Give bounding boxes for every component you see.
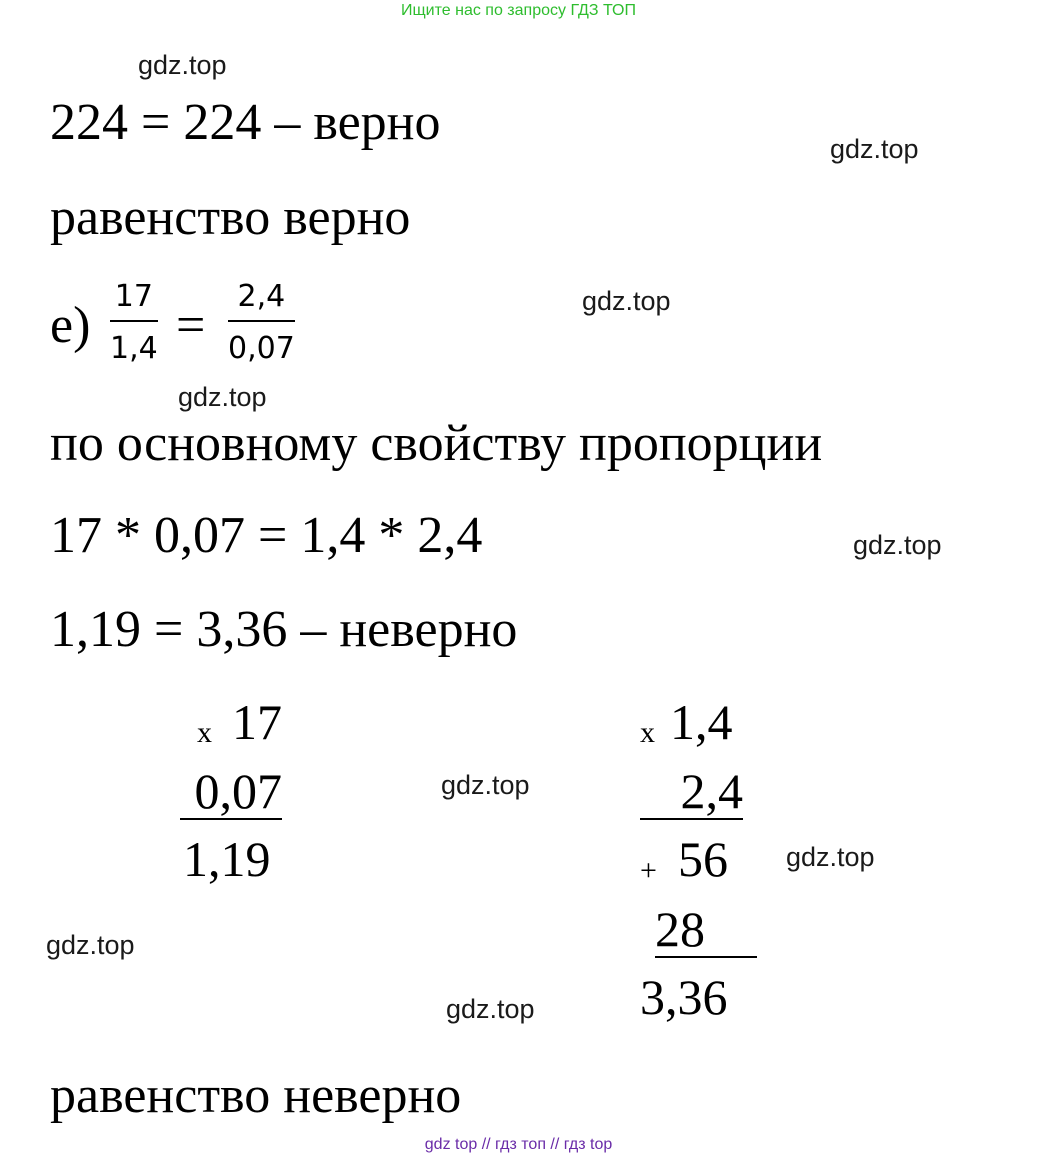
watermark: gdz.top <box>830 134 919 164</box>
calc-left-factor-a: 17 <box>232 694 282 750</box>
calc-left-factor-b: 0,07 <box>180 766 282 820</box>
calc-right-factor-b: 2,4 <box>640 766 743 820</box>
watermark: gdz.top <box>178 382 267 412</box>
plus-sign: + <box>640 854 657 887</box>
calc-right-partial-1: 56 <box>678 831 728 887</box>
watermark: gdz.top <box>853 530 942 560</box>
watermark: gdz.top <box>582 286 671 316</box>
watermark: gdz.top <box>441 770 530 800</box>
fraction-right <box>228 279 295 366</box>
multiply-sign: x <box>197 716 212 749</box>
footer-watermark: gdz top // гдз топ // гдз top <box>424 1136 613 1153</box>
fraction-left-denominator: 1,4 <box>110 331 158 366</box>
multiply-sign: x <box>640 716 655 749</box>
conclusion-line-2: равенство неверно <box>50 1067 462 1124</box>
calc-right-result: 3,36 <box>640 969 728 1025</box>
fraction-left <box>110 279 158 366</box>
calc-right-factor-a: 1,4 <box>670 694 733 750</box>
property-line: по основному свойству пропорции <box>50 415 823 472</box>
equals-sign: = <box>176 297 206 354</box>
equation-line-1: 224 = 224 – верно <box>50 94 441 151</box>
fraction-right-denominator: 0,07 <box>228 331 295 366</box>
part-label: е) <box>50 297 91 354</box>
equation-line-3: 1,19 = 3,36 – неверно <box>50 601 518 658</box>
fraction-right-numerator: 2,4 <box>237 279 286 314</box>
calc-left-result: 1,19 <box>183 831 271 887</box>
calc-right-partial-2: 28 <box>655 904 757 958</box>
equation-line-2: 17 * 0,07 = 1,4 * 2,4 <box>50 507 483 564</box>
fraction-left-numerator: 17 <box>114 279 153 314</box>
watermark: gdz.top <box>138 50 227 80</box>
conclusion-line-1: равенство верно <box>50 189 411 246</box>
watermark: gdz.top <box>46 930 135 960</box>
watermark: gdz.top <box>786 842 875 872</box>
watermark: gdz.top <box>446 994 535 1024</box>
top-banner: Ищите нас по запросу ГДЗ ТОП <box>401 2 636 19</box>
